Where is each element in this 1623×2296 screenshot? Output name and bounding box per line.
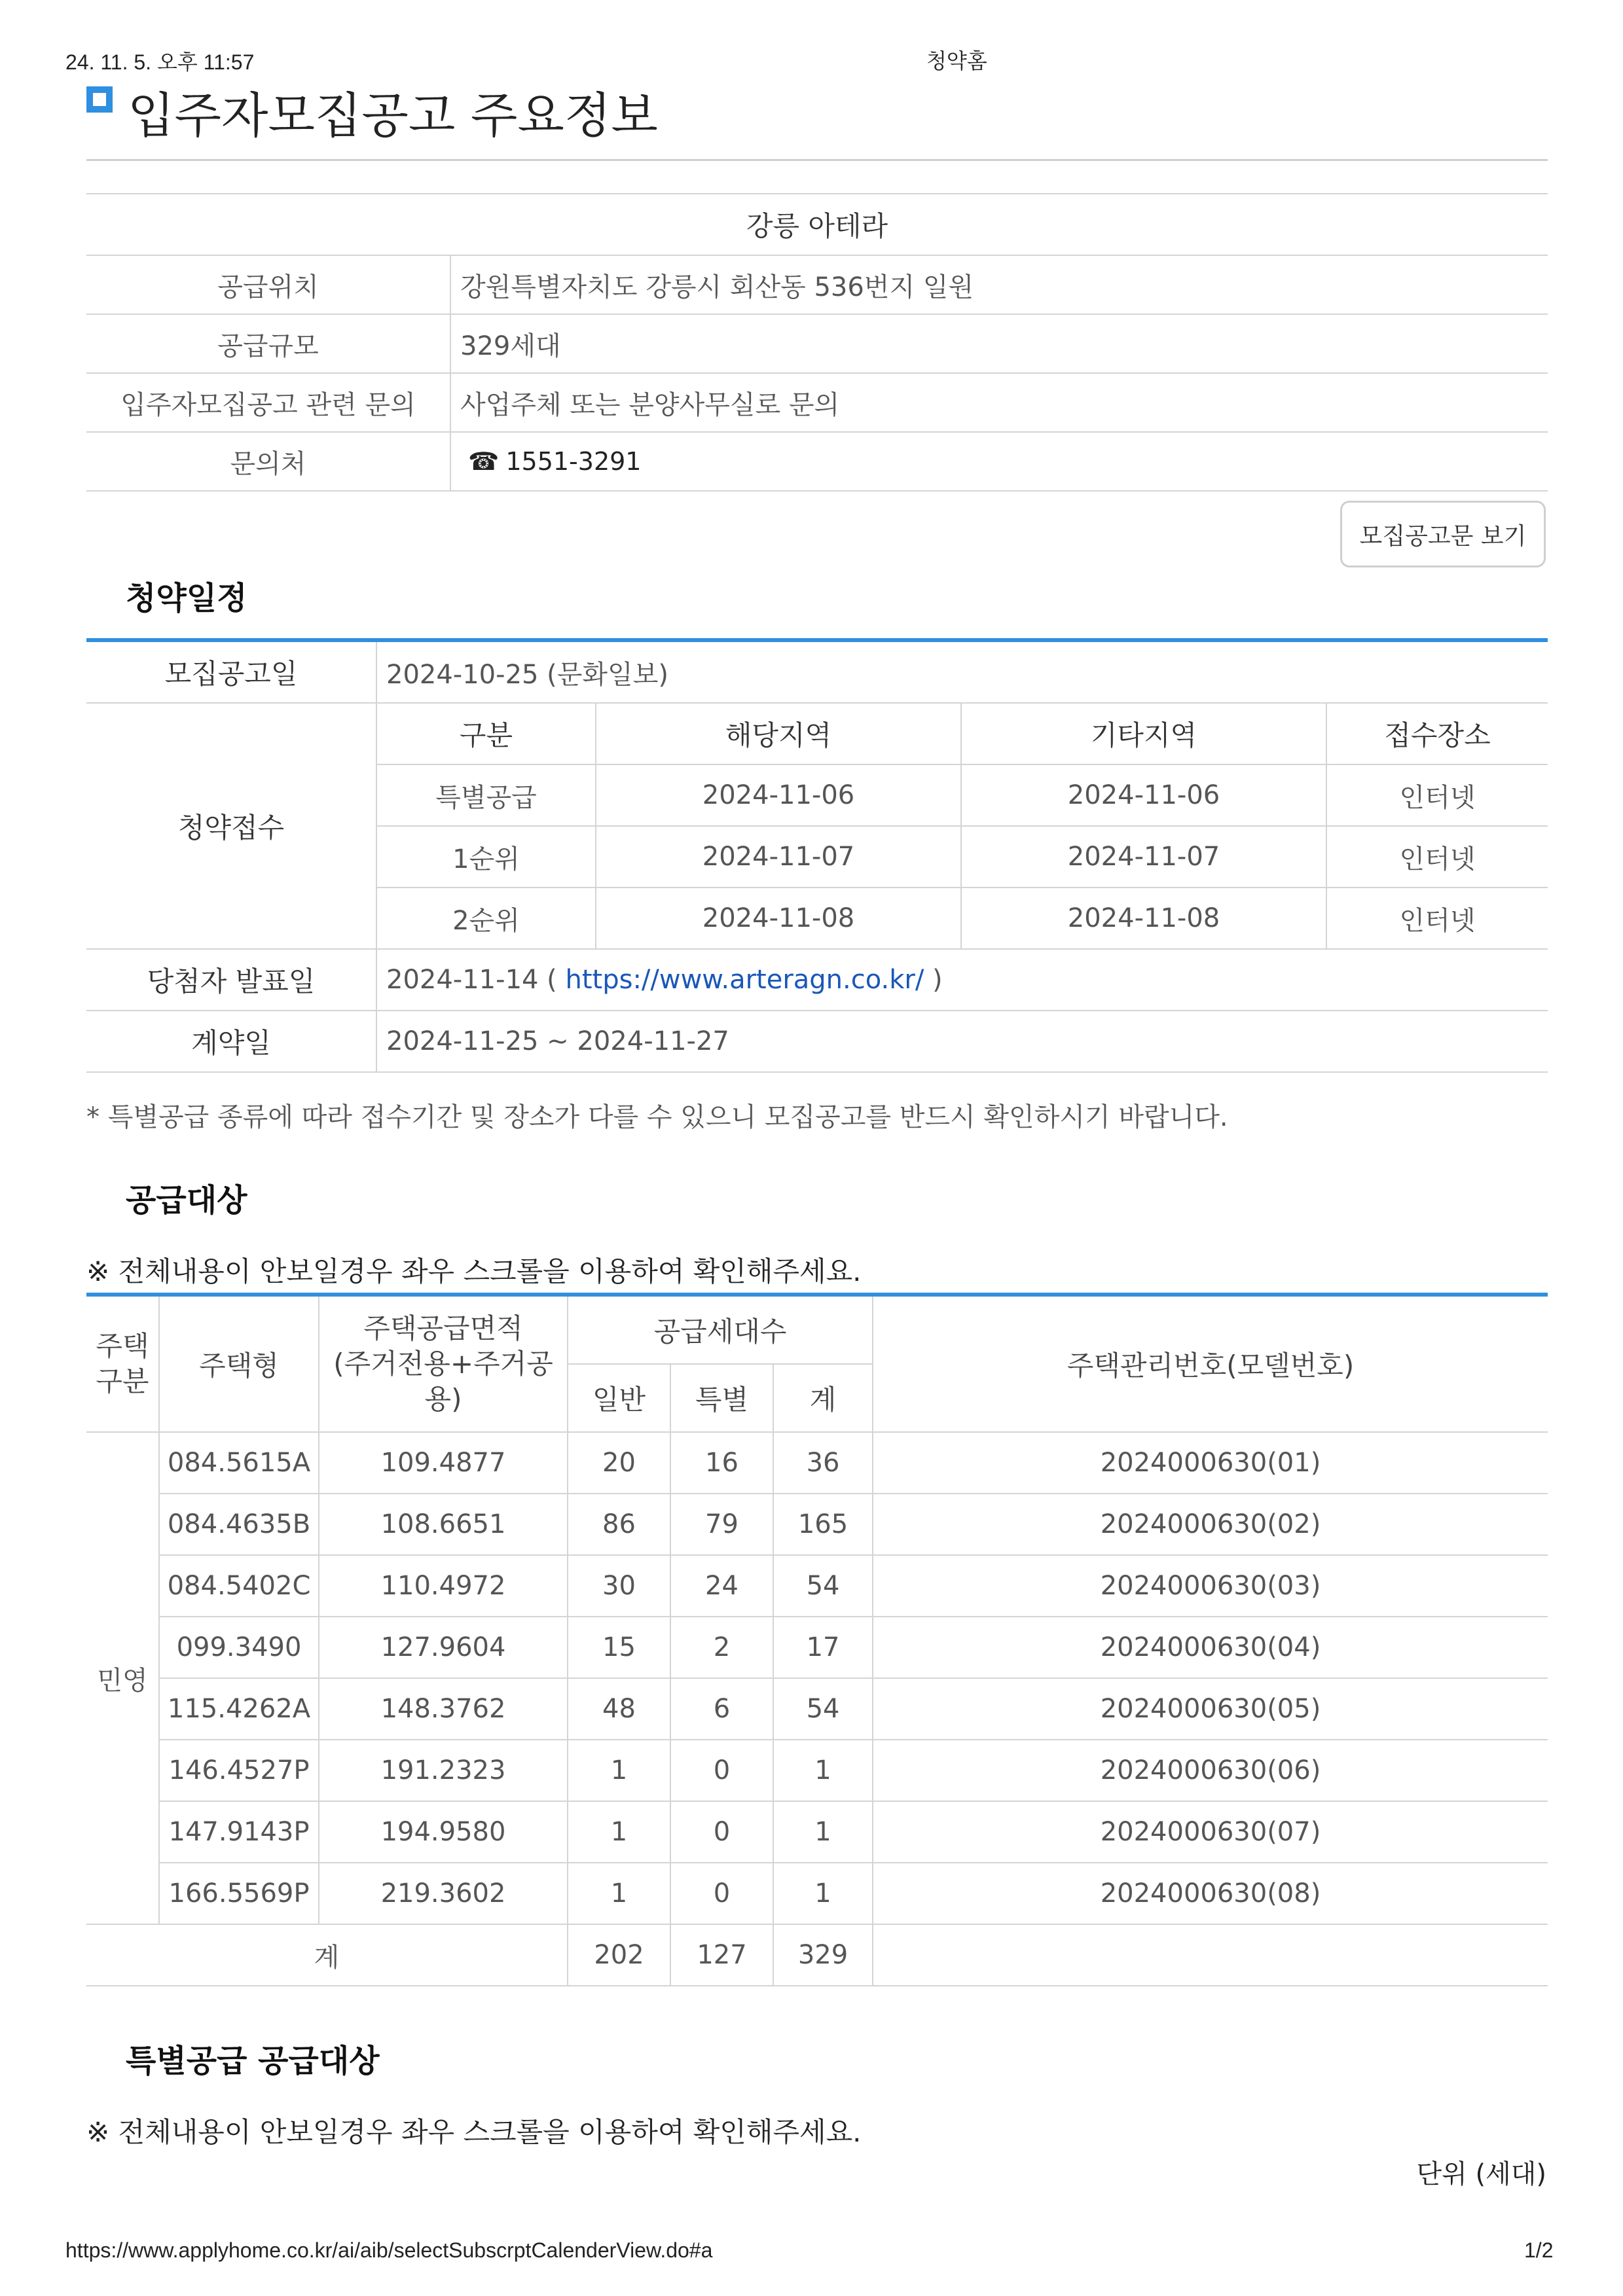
print-footer-url: https://www.applyhome.co.kr/ai/aib/selectSubscrptCalenderView.do#a: [65, 2238, 713, 2262]
info-label: 공급위치: [86, 255, 450, 314]
cell-special: 24: [670, 1555, 773, 1617]
header-category: [86, 1295, 159, 1432]
print-datetime: 24. 11. 5. 오후 11:57: [65, 50, 255, 74]
cell-model-no: 2024000630(02): [873, 1494, 1548, 1555]
info-value: 사업주체 또는 분양사무실로 문의: [450, 373, 1548, 432]
cell-total: 1: [773, 1801, 873, 1863]
notice-date-value: 2024-10-25 (문화일보): [376, 640, 1548, 703]
cell-special: 6: [670, 1678, 773, 1740]
winner-label: 당첨자 발표일: [86, 949, 376, 1011]
info-row: [86, 255, 1548, 314]
page-title: 입주자모집공고 주요정보: [128, 88, 658, 144]
project-info-table: [86, 193, 1548, 492]
cell-total: 1: [773, 1740, 873, 1801]
notice-date-label: 모집공고일: [86, 640, 376, 703]
schedule-note: * 특별공급 종류에 따라 접수기간 및 장소가 다를 수 있으니 모집공고를 반드시 확인하시기 바랍니다.: [86, 1102, 1228, 1132]
cell-type: 084.5615A: [159, 1432, 319, 1494]
table-row: [86, 1801, 1548, 1863]
schedule-header: 접수장소: [1326, 703, 1548, 764]
header-households: 공급세대수: [568, 1295, 873, 1364]
sum-empty: [873, 1924, 1548, 1986]
cell-general: 1: [568, 1740, 670, 1801]
cell-general: 1: [568, 1863, 670, 1924]
header-general: 일반: [568, 1364, 670, 1432]
cell-total: 1: [773, 1863, 873, 1924]
cell-model-no: 2024000630(07): [873, 1801, 1548, 1863]
cell-total: 165: [773, 1494, 873, 1555]
winner-date-text: 2024-11-14 (: [386, 965, 557, 995]
info-label: 입주자모집공고 관련 문의: [86, 373, 450, 432]
view-notice-button[interactable]: 모집공고문 보기: [1340, 501, 1546, 567]
contact-phone[interactable]: [450, 432, 1548, 491]
schedule-cell: 2순위: [376, 888, 596, 949]
cell-type: 166.5569P: [159, 1863, 319, 1924]
header-area-text: 주택공급면적 (주거전용+주거공 용): [333, 1312, 553, 1415]
info-label: 공급규모: [86, 314, 450, 373]
contract-label: 계약일: [86, 1011, 376, 1072]
phone-number: 1551-3291: [505, 447, 642, 476]
cell-general: 1: [568, 1801, 670, 1863]
schedule-header: 해당지역: [596, 703, 961, 764]
title-divider: [86, 159, 1548, 161]
cell-total: 54: [773, 1555, 873, 1617]
info-value: 329세대: [450, 314, 1548, 373]
sum-general: 202: [568, 1924, 670, 1986]
schedule-cell: 2024-11-08: [961, 888, 1326, 949]
sum-special: 127: [670, 1924, 773, 1986]
info-row: [86, 373, 1548, 432]
supply-scroll-note: ※ 전체내용이 안보일경우 좌우 스크롤을 이용하여 확인해주세요.: [86, 1255, 862, 1287]
contract-date: 2024-11-25 ~ 2024-11-27: [376, 1011, 1548, 1072]
header-type: 주택형: [159, 1295, 319, 1432]
table-row: [86, 1494, 1548, 1555]
apply-label: 청약접수: [86, 703, 376, 949]
cell-type: 099.3490: [159, 1617, 319, 1678]
unit-label: 단위 (세대): [1416, 2159, 1546, 2189]
cell-general: 30: [568, 1555, 670, 1617]
schedule-header: 기타지역: [961, 703, 1326, 764]
cell-general: 86: [568, 1494, 670, 1555]
cell-general: 20: [568, 1432, 670, 1494]
schedule-header: 구분: [376, 703, 596, 764]
sum-label: 계: [86, 1924, 568, 1986]
cell-model-no: 2024000630(03): [873, 1555, 1548, 1617]
cell-total: 36: [773, 1432, 873, 1494]
special-scroll-note: ※ 전체내용이 안보일경우 좌우 스크롤을 이용하여 확인해주세요.: [86, 2116, 862, 2148]
print-footer-page: 1/2: [1524, 2238, 1554, 2262]
schedule-cell: 인터넷: [1326, 826, 1548, 888]
cell-area: 148.3762: [319, 1678, 568, 1740]
schedule-cell: 2024-11-06: [596, 764, 961, 826]
header-total: 계: [773, 1364, 873, 1432]
schedule-cell: 특별공급: [376, 764, 596, 826]
info-row: [86, 432, 1548, 491]
cell-model-no: 2024000630(05): [873, 1678, 1548, 1740]
table-row: [86, 1555, 1548, 1617]
schedule-cell: 2024-11-06: [961, 764, 1326, 826]
special-supply-title: 특별공급 공급대상: [126, 2043, 380, 2079]
cell-total: 17: [773, 1617, 873, 1678]
cell-special: 79: [670, 1494, 773, 1555]
cell-type: 084.4635B: [159, 1494, 319, 1555]
cell-type: 146.4527P: [159, 1740, 319, 1801]
table-row: [86, 1863, 1548, 1924]
cell-general: 48: [568, 1678, 670, 1740]
cell-special: 2: [670, 1617, 773, 1678]
cell-type: 084.5402C: [159, 1555, 319, 1617]
schedule-title: 청약일정: [126, 580, 247, 617]
contact-label: 문의처: [86, 432, 450, 491]
table-row: [86, 1432, 1548, 1494]
cell-model-no: 2024000630(06): [873, 1740, 1548, 1801]
cell-area: 108.6651: [319, 1494, 568, 1555]
category-cell: 민영: [86, 1432, 159, 1924]
cell-special: 16: [670, 1432, 773, 1494]
cell-model-no: 2024000630(01): [873, 1432, 1548, 1494]
cell-model-no: 2024000630(08): [873, 1863, 1548, 1924]
cell-type: 147.9143P: [159, 1801, 319, 1863]
sum-row: [86, 1924, 1548, 1986]
cell-special: 0: [670, 1801, 773, 1863]
cell-area: 219.3602: [319, 1863, 568, 1924]
schedule-cell: 2024-11-07: [596, 826, 961, 888]
winner-date: [376, 949, 1548, 1011]
table-row: [86, 1617, 1548, 1678]
cell-special: 0: [670, 1863, 773, 1924]
title-square-icon: [86, 86, 113, 113]
schedule-cell: 인터넷: [1326, 888, 1548, 949]
cell-special: 0: [670, 1740, 773, 1801]
cell-total: 54: [773, 1678, 873, 1740]
cell-type: 115.4262A: [159, 1678, 319, 1740]
phone-icon: ☎: [468, 447, 500, 476]
supply-title: 공급대상: [126, 1182, 247, 1219]
cell-area: 110.4972: [319, 1555, 568, 1617]
cell-area: 127.9604: [319, 1617, 568, 1678]
header-category-text: 주택 구분: [96, 1330, 149, 1397]
cell-area: 109.4877: [319, 1432, 568, 1494]
schedule-cell: 인터넷: [1326, 764, 1548, 826]
table-row: [86, 1678, 1548, 1740]
schedule-cell: 1순위: [376, 826, 596, 888]
sum-total: 329: [773, 1924, 873, 1986]
print-site-name: 청약홈: [926, 49, 987, 73]
schedule-cell: 2024-11-07: [961, 826, 1326, 888]
schedule-table: [86, 638, 1548, 1073]
supply-table: [86, 1293, 1548, 1986]
info-row: [86, 314, 1548, 373]
header-model-no: 주택관리번호(모델번호): [873, 1295, 1548, 1432]
cell-area: 194.9580: [319, 1801, 568, 1863]
table-row: [86, 1740, 1548, 1801]
header-special: 특별: [670, 1364, 773, 1432]
cell-model-no: 2024000630(04): [873, 1617, 1548, 1678]
project-name: 강릉 아테라: [86, 194, 1548, 255]
info-value: 강원특별자치도 강릉시 회산동 536번지 일원: [450, 255, 1548, 314]
winner-link[interactable]: https://www.arteragn.co.kr/: [565, 965, 924, 995]
cell-general: 15: [568, 1617, 670, 1678]
cell-area: 191.2323: [319, 1740, 568, 1801]
header-area: [319, 1295, 568, 1432]
schedule-cell: 2024-11-08: [596, 888, 961, 949]
winner-close: ): [932, 965, 943, 995]
